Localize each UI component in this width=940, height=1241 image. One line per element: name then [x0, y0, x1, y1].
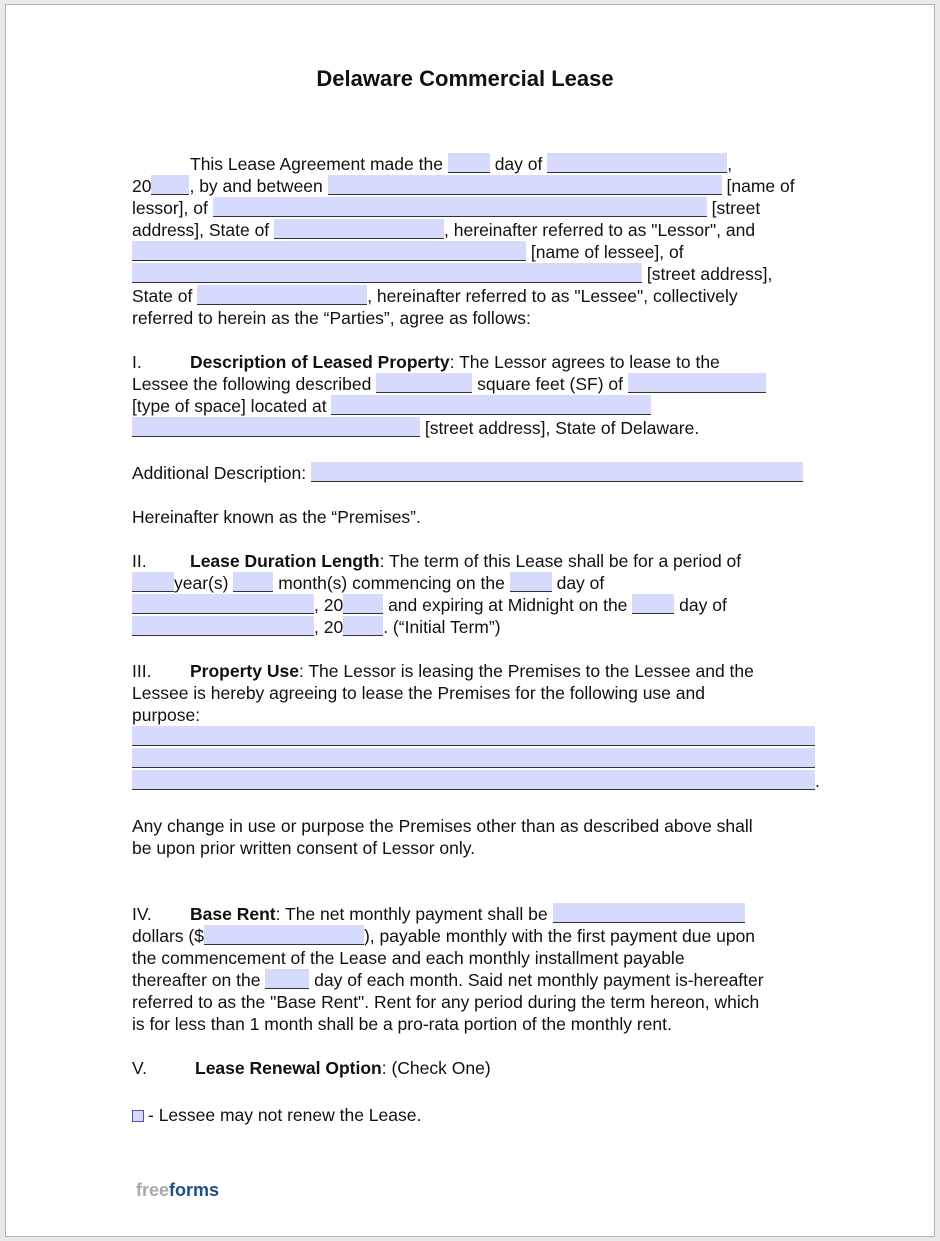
- start-month-field[interactable]: [132, 594, 314, 614]
- end-day-field[interactable]: [632, 594, 674, 614]
- payment-day-field[interactable]: [265, 969, 309, 989]
- lessee-name-field[interactable]: [132, 241, 526, 261]
- lessor-state-field[interactable]: [274, 219, 444, 239]
- space-type-field[interactable]: [628, 373, 766, 393]
- renewal-option-1: - Lessee may not renew the Lease.: [132, 1104, 822, 1126]
- section-3: III. Property Use: The Lessor is leasing the Premises to the Lessee and the Lessee is hereby agreeing to lease the Premises for the following use and purpose: .: [132, 661, 820, 791]
- additional-description-field[interactable]: [311, 462, 803, 482]
- section-1-heading: Description of Leased Property: [190, 352, 450, 372]
- premises-line: Hereinafter known as the “Premises”.: [132, 507, 421, 527]
- use-purpose-line-2[interactable]: [132, 748, 815, 768]
- section-2-heading: Lease Duration Length: [190, 551, 380, 571]
- section-5-heading: Lease Renewal Option: [195, 1058, 382, 1078]
- section-4-heading: Base Rent: [190, 904, 276, 924]
- lease-year-field[interactable]: [151, 175, 189, 195]
- section-5: V. Lease Renewal Option: (Check One): [132, 1058, 491, 1078]
- lessee-state-field[interactable]: [197, 285, 367, 305]
- monthly-payment-words-field[interactable]: [553, 903, 745, 923]
- lease-month-field[interactable]: [547, 153, 727, 173]
- property-location-field[interactable]: [331, 395, 651, 415]
- document-page: [5, 4, 935, 1237]
- property-address-field[interactable]: [132, 417, 420, 437]
- use-purpose-line-1[interactable]: [132, 726, 815, 746]
- start-day-field[interactable]: [510, 572, 552, 592]
- freeforms-logo: freeforms: [136, 1180, 220, 1200]
- square-feet-field[interactable]: [376, 373, 472, 393]
- intro-paragraph: This Lease Agreement made the day of , 20 , by and between [name of lessor], of [street address], State of , hereinafter referred to as "Lessor", and [name of lessee], of [street address], State of , hereinafter referred to as "Lessee", collectively referred to herein as the “Parties”, agree as follows:: [132, 154, 795, 328]
- section-1: I. Description of Leased Property: The Lessor agrees to lease to the Lessee the following described square feet (SF) of [type of space] located at [street address], State of Delaware.: [132, 351, 822, 439]
- lessee-address-field[interactable]: [132, 263, 642, 283]
- lessor-name-field[interactable]: [328, 175, 722, 195]
- section-3-heading: Property Use: [190, 661, 299, 681]
- use-purpose-line-3[interactable]: [132, 770, 815, 790]
- lease-day-field[interactable]: [448, 153, 490, 173]
- section-4: IV. Base Rent: The net monthly payment shall be dollars ($ ), payable monthly with the first payment due upon the commencement of the Lease and each monthly installment payable thereafter on the day of each month. Said net monthly payment is-hereafter referred to as the "Base Rent". Rent for any period during the term hereon, which is for less than 1 month shall be a pro-rata portion of the monthly rent.: [132, 904, 764, 1034]
- document-title: Delaware Commercial Lease: [316, 66, 614, 91]
- monthly-payment-amount-field[interactable]: [204, 925, 364, 945]
- no-renewal-checkbox[interactable]: [132, 1110, 144, 1122]
- end-year-field[interactable]: [343, 616, 383, 636]
- start-year-field[interactable]: [343, 594, 383, 614]
- change-of-use: Any change in use or purpose the Premises other than as described above shall be upon prior written consent of Lessor only.: [132, 816, 753, 858]
- additional-description: Additional Description:: [132, 462, 822, 484]
- lessor-address-field[interactable]: [213, 197, 707, 217]
- term-years-field[interactable]: [132, 572, 174, 592]
- term-months-field[interactable]: [233, 572, 273, 592]
- section-2: II. Lease Duration Length: The term of this Lease shall be for a period of year(s) month(s) commencing on the day of , 20 and expiring at Midnight on the day of , 20 . (“Initial Term”): [132, 551, 742, 637]
- end-month-field[interactable]: [132, 616, 314, 636]
